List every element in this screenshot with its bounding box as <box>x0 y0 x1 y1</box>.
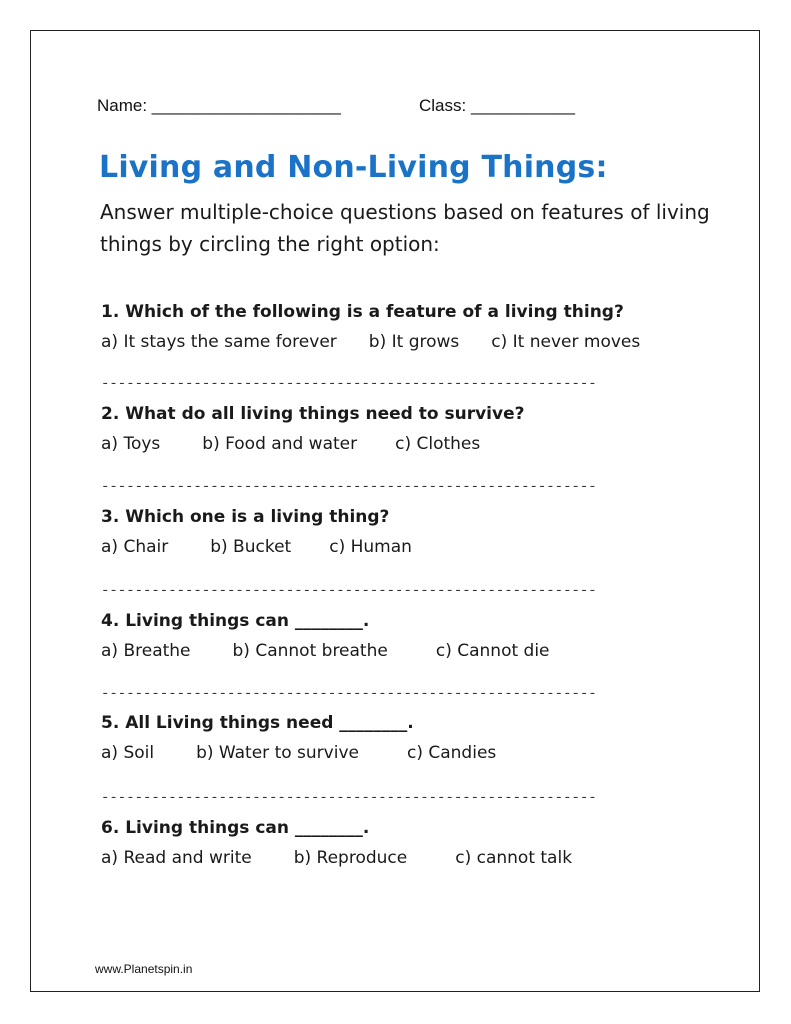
instructions-text: Answer multiple-choice questions based on features of living things by circling the right option: <box>100 200 710 256</box>
option-b[interactable]: b) Water to survive <box>196 743 359 763</box>
question-6 <box>101 815 572 871</box>
option-c[interactable]: c) It never moves <box>491 332 641 352</box>
class-field-label: Class: ___________ <box>419 96 575 115</box>
option-c[interactable]: c) cannot talk <box>455 848 573 868</box>
divider-line: ----------------------------------------------------------- <box>101 479 597 495</box>
question-text: 3. Which one is a living thing? <box>101 507 390 527</box>
footer-website: www.Planetspin.in <box>95 962 193 976</box>
option-b[interactable]: b) Food and water <box>202 434 358 454</box>
question-3 <box>101 504 412 560</box>
option-c[interactable]: c) Human <box>329 537 412 557</box>
question-options <box>101 534 412 560</box>
question-2 <box>101 401 524 457</box>
option-a[interactable]: a) Breathe <box>101 641 191 661</box>
question-text: 4. Living things can ________. <box>101 611 370 631</box>
option-a[interactable]: a) Chair <box>101 537 169 557</box>
option-b[interactable]: b) It grows <box>368 332 460 352</box>
question-options <box>101 329 640 355</box>
option-b[interactable]: b) Cannot breathe <box>232 641 388 661</box>
option-a[interactable]: a) Toys <box>101 434 161 454</box>
divider-line: ----------------------------------------------------------- <box>101 583 597 599</box>
question-1 <box>101 299 640 355</box>
worksheet-title: Living and Non-Living Things: <box>99 150 608 185</box>
question-4 <box>101 608 550 664</box>
name-field-label: Name: ____________________ <box>97 96 341 115</box>
option-c[interactable]: c) Cannot die <box>435 641 550 661</box>
question-options <box>101 845 572 871</box>
question-options <box>101 431 524 457</box>
option-b[interactable]: b) Bucket <box>210 537 292 557</box>
question-options <box>101 740 496 766</box>
divider-line: ----------------------------------------------------------- <box>101 376 597 392</box>
question-text: 2. What do all living things need to survive? <box>101 404 525 424</box>
question-text: 6. Living things can ________. <box>101 818 370 838</box>
option-c[interactable]: c) Candies <box>406 743 497 763</box>
divider-line: ----------------------------------------------------------- <box>101 686 597 702</box>
option-a[interactable]: a) Soil <box>101 743 155 763</box>
option-a[interactable]: a) Read and write <box>101 848 252 868</box>
option-a[interactable]: a) It stays the same forever <box>101 332 337 352</box>
question-text: 5. All Living things need ________. <box>101 713 414 733</box>
question-text: 1. Which of the following is a feature of a living thing? <box>101 302 624 322</box>
question-5 <box>101 710 496 766</box>
question-options <box>101 638 550 664</box>
option-c[interactable]: c) Clothes <box>395 434 481 454</box>
divider-line: ----------------------------------------------------------- <box>101 790 597 806</box>
option-b[interactable]: b) Reproduce <box>293 848 408 868</box>
